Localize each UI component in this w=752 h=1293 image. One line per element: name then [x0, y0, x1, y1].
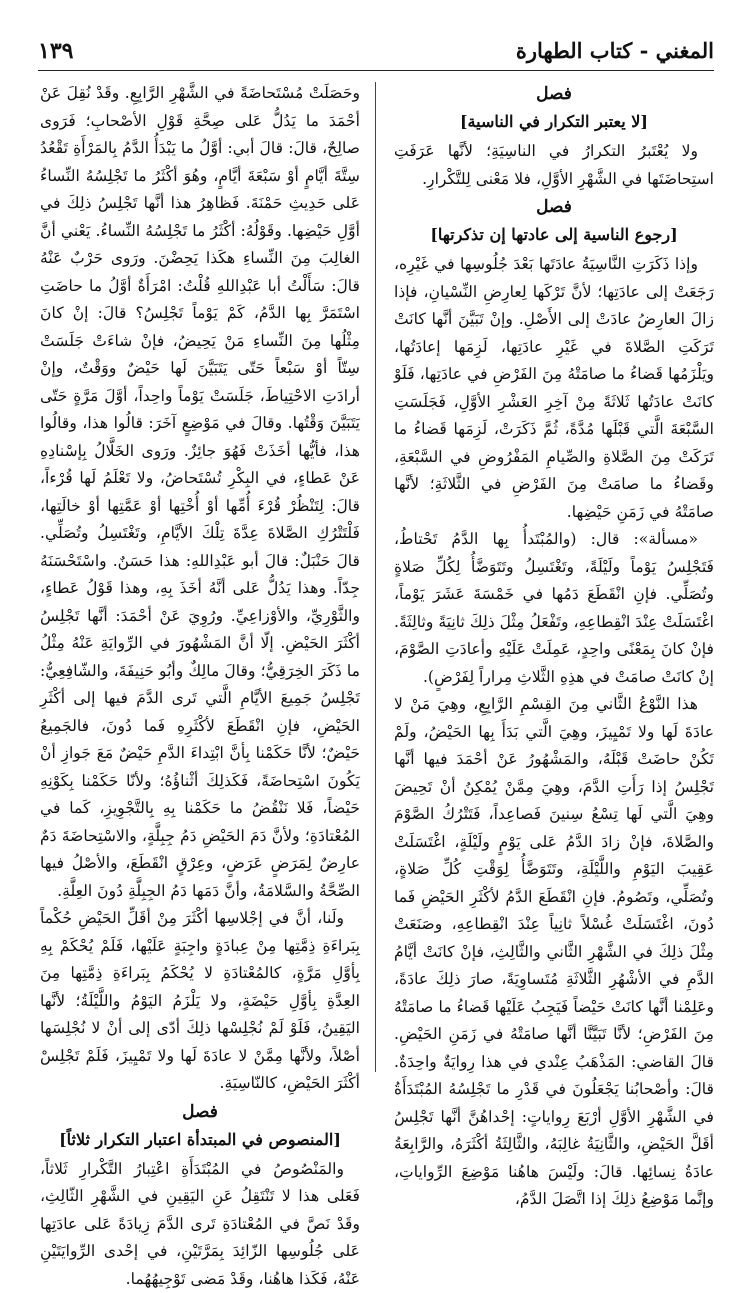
running-title: المغني - كتاب الطهارة — [516, 38, 714, 63]
page-number: ١٣٩ — [38, 38, 73, 64]
paragraph: «مسألة»: قال: (والمُبْتَدأُ بِها الدَّمُ تَحْتاطُ، فَتَجْلِسُ يَوْماً ولَيْلَةً، وتَغْتَسِلُ وتَتَوَضَّأُ لِكُلِّ صَلاةٍ وتُصَلِّي. فإنِ انْقَطَعَ دَمُها في خَمْسَةَ عَشَرَ يَوْماً، اغْتَسَلَتْ عِنْدَ انْقِطاعِهِ، وتَفْعَلُ مِثْلَ ذلِكَ ثانِيَةً وثالِثَةً. فإنْ كانَ بِمَعْنًى واحِدٍ، عَمِلَتْ عَلَيْهِ وأعادَتِ الصَّوْمَ، إنْ كانَتْ صامَتْ في هذِهِ الثَّلاثِ مِراراً لِفَرْضٍ). — [394, 526, 714, 691]
section-subheading: [المنصوص في المبتدأة اعتبار التكرار ثلاثاً] — [40, 1126, 360, 1154]
paragraph: ولا يُعْتَبرُ التكرارُ في الناسِيَةِ؛ لأنَّها عَرَفَتِ استِحاضَتَها في الشَّهْرِ الأوَّلِ، فلا مَعْنى لِلتَّكْرارِ. — [394, 138, 714, 193]
paragraph: وإذا ذَكَرَتِ النَّاسِيَةُ عادَتَها بَعْدَ جُلُوسِها في غَيْرِه، رَجَعَتْ إلى عادَتِها؛ لأنَّ تَرْكَها لِعارِضِ النِّسْيانِ، فإذا زالَ العارِضُ عادَتْ إلى الأَصْلِ. وإنْ تَبَيَّنَ أنَّها كانَتْ تَرَكَتِ الصَّلاةَ في غَيْرِ عادَتِها، لَزِمَها إعادَتُها، ويَلْزَمُها قَضاءُ ما صامَتْهُ مِنَ الفَرْضِ في عادَتِها، فَلَوْ كانَتْ عادَتُها ثَلاثَةً مِنْ آخِرِ العَشْرِ الأوَّلِ، فَجَلَسَتِ السَّبْعَةَ الَّتي قَبْلَها مُدَّةً، ثُمَّ ذَكَرَتْ، لَزِمَها قَضاءُ ما تَرَكَتْ مِنَ الصَّلاةِ والصِّيامِ المَفْرُوضِ في السَّبْعَةِ، وقَضاءُ ما صامَتْ مِنَ الفَرْضِ في الثَّلاثَةِ؛ لأنَّها صامَتْهُ في زَمَنِ حَيْضِها. — [394, 251, 714, 526]
column-divider — [375, 82, 376, 1072]
section-heading: فصل — [40, 1098, 360, 1126]
left-column — [40, 80, 360, 1080]
right-column — [394, 80, 714, 1080]
section-heading: فصل — [394, 80, 714, 108]
paragraph: هذا النَّوْعُ الثَّاني مِنَ القِسْمِ الرَّابِعِ، وهِيَ مَنْ لا عادَةَ لَها ولا تَمْيِيزَ، وهِيَ الَّتي بَدَأَ بِها الحَيْضُ، ولَمْ تَكُنْ حاضَتْ قَبْلَهُ، والمَشْهُورُ عَنْ أحْمَدَ فيها أنَّها تَجْلِسُ إذا رَأَتِ الدَّمَ، وهِيَ مِمَّنْ يُمْكِنُ أنْ تَحِيضَ وهِيَ الَّتي لَها تِسْعُ سِنينَ فَصاعِداً، فَتَتْرُكُ الصَّوْمَ والصَّلاةَ، فإنْ زادَ الدَّمُ عَلى يَوْمٍ ولَيْلَةٍ، اغْتَسَلَتْ عَقِيبَ اليَوْمِ واللَّيْلَةِ، وتَتَوَضَّأُ لِوَقْتِ كُلِّ صَلاةٍ، وتُصَلِّي، وتَصُومُ. فإنِ انْقَطَعَ الدَّمُ لأكْثَرِ الحَيْضِ فَما دُونَ، اغْتَسَلَتْ غُسْلاً ثانِياً عِنْدَ انْقِطاعِهِ، وصَنَعَتْ مِثْلَ ذلِكَ في الشَّهْرِ الثَّاني والثَّالِثِ، فإنْ كانَتْ أيَّامُ الدَّمِ في الأشْهُرِ الثَّلاثَةِ مُتَساوِيَةً، صارَ ذلِكَ عادَةً، وعَلِمْنا أنَّها كانَتْ حَيْضاً فَيَجِبُ عَلَيْها قَضاءُ ما صامَتْهُ مِنَ الفَرْضِ؛ لأنَّا تَبَيَّنَّا أنَّها صامَتْهُ في زَمَنِ الحَيْضِ. قالَ القاضي: المَذْهَبُ عِنْدي في هذا رِوايَةٌ واحِدَةٌ. قالَ: وأصْحابُنا يَجْعَلُونَ في قَدْرِ ما تَجْلِسُهُ المُبْتَدَأَةُ في الشَّهْرِ الأوَّلِ أرْبَعَ رِواياتٍ: إحْداهُنَّ أنَّها تَجْلِسُ أقَلَّ الحَيْضِ، والثَّانِيَةُ غالِبَهُ، والثَّالِثَةُ أكْثَرَهُ، والرَّابِعَةُ عادَةُ نِسائِها. قالَ: ولَيْسَ هاهُنا مَوْضِعَ الرِّواياتِ، وإنَّما مَوْضِعُ ذلِكَ إذا اتَّصَلَ الدَّمُ، — [394, 691, 714, 1214]
paragraph: وحَصَلَتْ مُسْتَحاضَةً في الشَّهْرِ الرَّابِعِ. وقَدْ نُقِلَ عَنْ أحْمَدَ ما يَدُلُّ عَلى صِحَّةِ قَوْلِ الأصْحابِ؛ فَرَوى صالِحٌ، قالَ: قالَ أبي: أوَّلُ ما يَبْدَأُ الدَّمُ بِالمَرْأَةِ تَقْعُدُ سِتَّةَ أيَّامٍ أوْ سَبْعَةَ أيَّامٍ، وهُوَ أكْثَرُ ما تَجْلِسُهُ النِّساءُ عَلى حَدِيثِ حَمْنَةَ. فَظاهِرُ هذا أنَّها تَجْلِسُ ذلِكَ في أوَّلِ حَيْضِها. وقَوْلُهُ: أكْثَرُ ما تَجْلِسُهُ النِّساءُ. يَعْني أنَّ الغالِبَ مِنَ النِّساءِ هكَذا يَحِضْنَ. ورَوى حَرْبٌ عَنْهُ قالَ: سَأَلْتُ أبا عَبْدِاللهِ قُلْتُ: امْرَأَةٌ أوَّلُ ما حاضَتِ اسْتَمَرَّ بِها الدَّمُ، كَمْ يَوْماً تَجْلِسُ؟ قالَ: إنْ كانَ مِثْلُها مِنَ النِّساءِ مَنْ يَحِيضُ، فإنْ شاءَتْ جَلَسَتْ سِتّاً أوْ سَبْعاً حَتّى يَتَبَيَّنَ لَها حَيْضٌ ووَقْتٌ، وإنْ أرادَتِ الاحْتِياطَ، جَلَسَتْ يَوْماً واحِداً، أوَّلَ مَرَّةٍ حَتّى يَتَبَيَّنَ وَقْتُها. وقالَ في مَوْضِعٍ آخَرَ: قالُوا هذا، وقالُوا هذا، فأيُّها أخَذَتْ فَهُوَ جائِزٌ. ورَوى الخَلَّالُ بِإسْنادِهِ عَنْ عَطاءٍ، في البِكْرِ تُسْتَحاضُ، ولا تَعْلَمُ لَها قُرْءاً، قالَ: لِتَنْظُرْ قُرْءَ أُمِّها أوْ أُخْتِها أوْ عَمَّتِها أوْ خالَتِها، فَلْتَتْرُكِ الصَّلاةَ عِدَّةَ تِلْكَ الأيَّامِ، وتَغْتَسِلُ وتُصَلِّي. قالَ حَنْبَلٌ: قالَ أبو عَبْدِاللهِ: هذا حَسَنٌ. واسْتَحْسَنَهُ جِدّاً. وهذا يَدُلُّ عَلى أنَّهُ أخَذَ بِهِ، وهذا قَوْلُ عَطاءٍ، والثَّوْرِيِّ، والأوْزاعِيِّ. ورُوِيَ عَنْ أحْمَدَ: أنَّها تَجْلِسُ أكْثَرَ الحَيْضِ. إلّا أنَّ المَشْهُورَ في الرِّوايَةِ عَنْهُ مِثْلُ ما ذَكَرَ الخِرَقِيُّ؛ وقالَ مالِكٌ وأبُو حَنِيفَةَ، والشّافِعِيُّ: تَجْلِسُ جَمِيعَ الأيَّامِ الَّتي تَرى الدَّمَ فيها إلى أكْثَرِ الحَيْضِ، فإنِ انْقَطَعَ لأكْثَرِهِ فَما دُونَ، فالجَمِيعُ حَيْضٌ؛ لأنَّا حَكَمْنا بِأنَّ ابْتِداءَ الدَّمِ حَيْضٌ مَعَ جَوازِ أنْ يَكُونَ اسْتِحاضَةً، فَكَذلِكَ أثْناؤُهُ؛ ولأنّا حَكَمْنا بِكَوْنِهِ حَيْضاً، فَلا نَنْقُضُ ما حَكَمْنا بِهِ بِالتَّجْوِيزِ، كَما في المُعْتادَةِ؛ ولأنَّ دَمَ الحَيْضِ دَمُ جِبِلَّةٍ، والاسْتِحاضَةَ دَمٌ عارِضٌ لِمَرَضٍ عَرَضٍ، وعِرْقٍ انْقَطَعَ، والأصْلُ فيها الصِّحَّةُ والسَّلامَةُ، وأنَّ دَمَها دَمُ الجِبِلَّةِ دُونَ العِلَّةِ. — [40, 80, 360, 905]
paragraph: والمَنْصُوصُ في المُبْتَدَأَةِ اعْتِبارُ التَّكْرارِ ثَلاثاً، فَعَلى هذا لا تَنْتَقِلُ عَنِ اليَقِينِ في الشَّهْرِ الثّالِثِ، وقَدْ نَصَّ في المُعْتادَةِ تَرى الدَّمَ زِيادَةً عَلى عادَتِها عَلى جُلُوسِها الزّائِدَ بِمَرَّتَيْنِ، في إحْدى الرِّوايَتَيْنِ عَنْهُ، فَكَذا هاهُنا، وقَدْ مَضى تَوْجِيهُهُما. — [40, 1156, 360, 1293]
section-heading: فصل — [394, 193, 714, 221]
paragraph: ولَنا، أنَّ في إجْلاسِها أكْثَرَ مِنْ أقَلِّ الحَيْضِ حُكْماً بِبَراءَةِ ذِمَّتِها مِنْ عِبادَةٍ واجِبَةٍ عَلَيْها، فَلَمْ يُحْكَمْ بِهِ بِأوَّلِ مَرَّةٍ، كالمُعْتادَةِ لا يُحْكَمُ بِبَراءَةِ ذِمَّتِها مِنَ العِدَّةِ بِأوَّلِ حَيْضَةٍ، ولا يَلْزَمُ اليَوْمُ واللَّيْلَةُ؛ لأنَّها اليَقِينُ، فَلَوْ لَمْ نُجْلِسْها ذلِكَ أدّى إلى أنْ لا نُجْلِسَها أصْلاً، ولأنَّها مِمَّنْ لا عادَةَ لَها ولا تَمْيِيزَ، فَلَمْ تَجْلِسْ أكْثَرَ الحَيْضِ، كالنّاسِيَةِ. — [40, 905, 360, 1098]
section-subheading: [لا يعتبر التكرار في الناسية] — [394, 108, 714, 136]
section-subheading: [رجوع الناسية إلى عادتها إن تذكرتها] — [394, 221, 714, 249]
page-header — [38, 36, 714, 71]
